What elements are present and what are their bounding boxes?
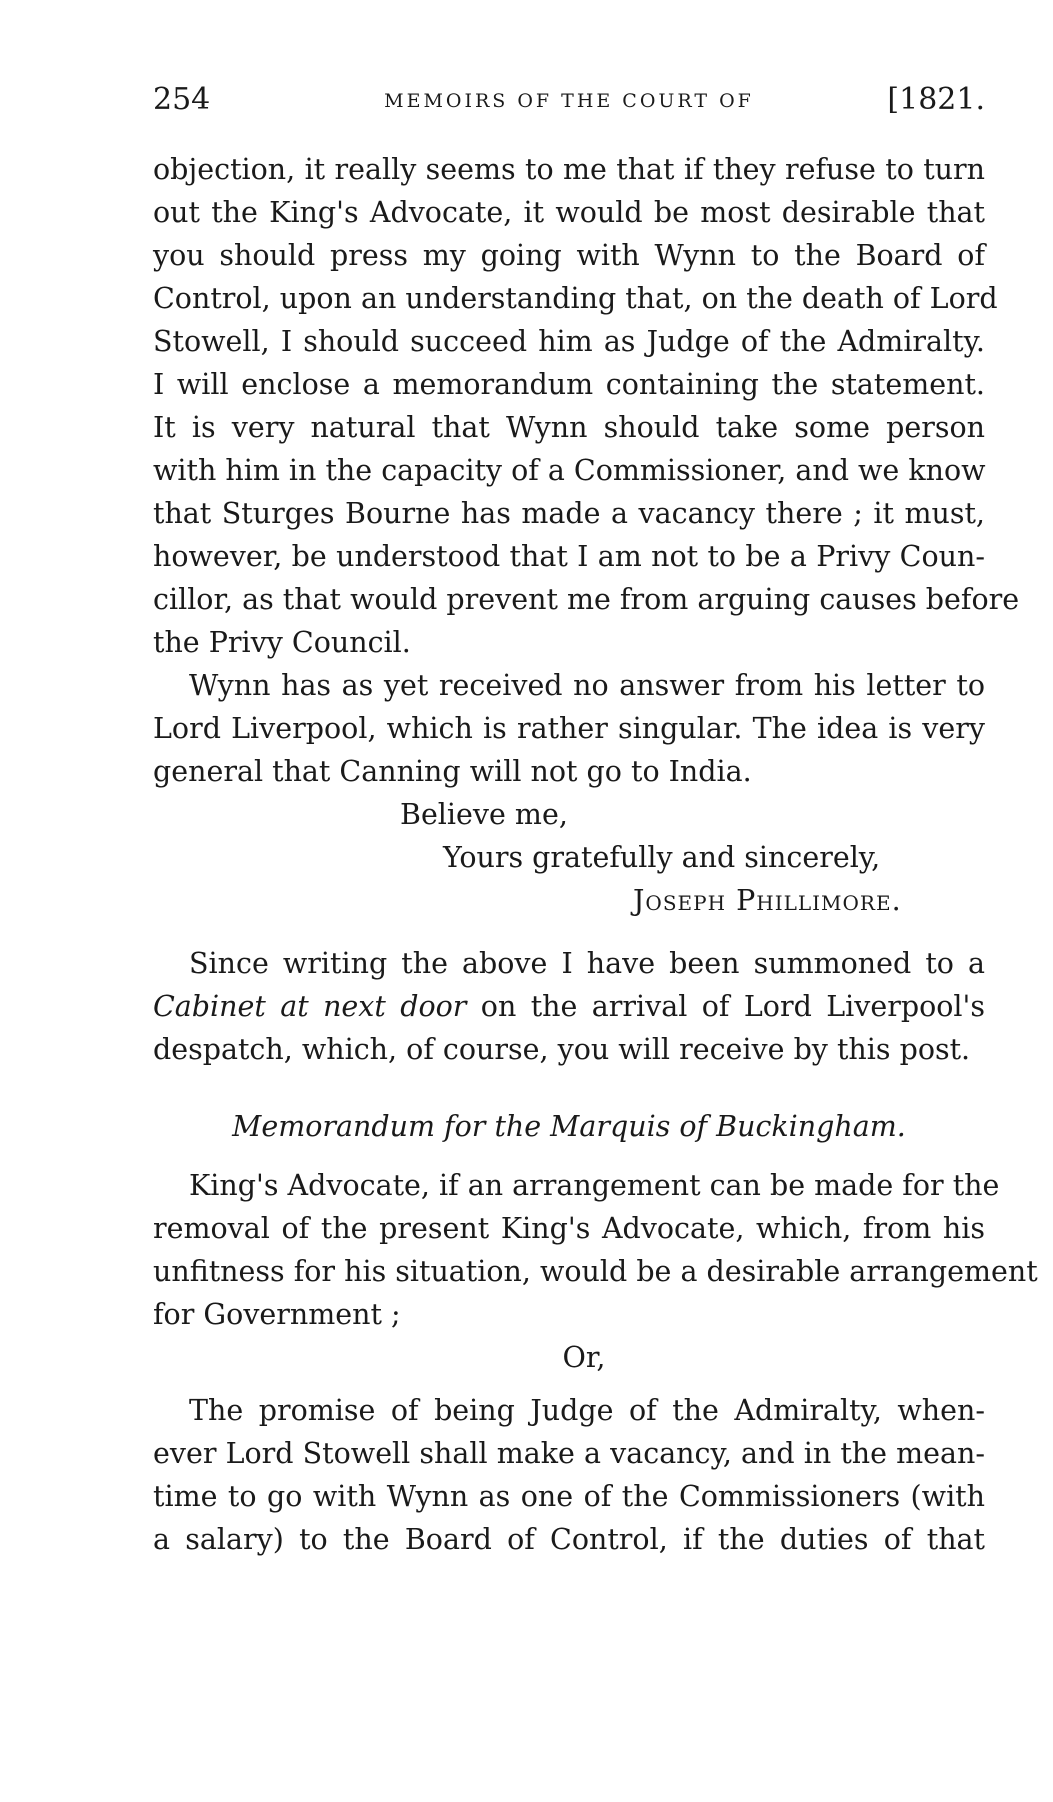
text-line: a salary) to the Board of Control, if the duties of that — [153, 1523, 985, 1556]
text-line: King's Advocate, if an arrangement can be made for the — [189, 1169, 1000, 1202]
letter-paragraph-1 — [153, 148, 1020, 664]
text-line: with him in the capacity of a Commissioner, and we know — [153, 454, 986, 487]
text-line: ever Lord Stowell shall make a vacancy, and in the mean- — [153, 1437, 985, 1470]
text-line: objection, it really seems to me that if they refuse to turn — [153, 153, 985, 186]
text-line: Since writing the above I have been summoned to a — [189, 947, 985, 980]
text-line: I will enclose a memorandum containing the statement. — [153, 368, 985, 401]
postscript — [153, 942, 985, 1071]
running-header — [153, 82, 985, 126]
signature-name: Joseph Phillimore. — [633, 884, 902, 917]
text-line: general that Canning will not go to India. — [153, 755, 752, 788]
signoff — [153, 793, 985, 922]
memo-paragraph-2 — [153, 1389, 985, 1561]
letter-paragraph-2 — [153, 664, 985, 793]
page-body — [153, 148, 1038, 1561]
text-line: out the King's Advocate, it would be most desirable that — [153, 196, 985, 229]
memo-paragraph-1 — [153, 1164, 1038, 1336]
signoff-salutation: Believe me, — [400, 798, 568, 831]
page-number: 254 — [153, 82, 211, 117]
text-line: that Sturges Bourne has made a vacancy there ; it must, — [153, 497, 985, 530]
text-line: however, be understood that I am not to be a Privy Coun- — [153, 540, 985, 573]
text-line: for Government ; — [153, 1298, 401, 1331]
text-line: cillor, as that would prevent me from arguing causes before — [153, 583, 1020, 616]
text-line: Stowell, I should succeed him as Judge of the Admiralty. — [153, 325, 985, 358]
text-line: removal of the present King's Advocate, which, from his — [153, 1212, 985, 1245]
italic-phrase: Cabinet at next door — [153, 990, 467, 1023]
text-line — [153, 985, 985, 1028]
text-line: The promise of being Judge of the Admiralty, when- — [189, 1394, 985, 1427]
text-span: on the arrival of Lord Liverpool's — [466, 990, 985, 1023]
text-line: Control, upon an understanding that, on the death of Lord — [153, 282, 998, 315]
text-line: the Privy Council. — [153, 626, 411, 659]
text-line: Wynn has as yet received no answer from his letter to — [189, 669, 985, 702]
text-line: time to go with Wynn as one of the Commissioners (with — [153, 1480, 985, 1513]
signoff-closing: Yours gratefully and sincerely, — [443, 841, 881, 874]
running-title: MEMOIRS OF THE COURT OF — [384, 90, 754, 112]
text-line: Lord Liverpool, which is rather singular. The idea is very — [153, 712, 985, 745]
header-year: [1821. — [887, 82, 985, 117]
text-line: you should press my going with Wynn to the Board of — [153, 239, 985, 272]
text-line: unfitness for his situation, would be a desirable arrangement — [153, 1255, 1038, 1288]
text-line: despatch, which, of course, you will receive by this post. — [153, 1033, 971, 1066]
memorandum-title: Memorandum for the Marquis of Buckingham. — [232, 1110, 906, 1143]
text-line: It is very natural that Wynn should take some person — [153, 411, 985, 444]
or-separator: Or, — [562, 1341, 606, 1374]
